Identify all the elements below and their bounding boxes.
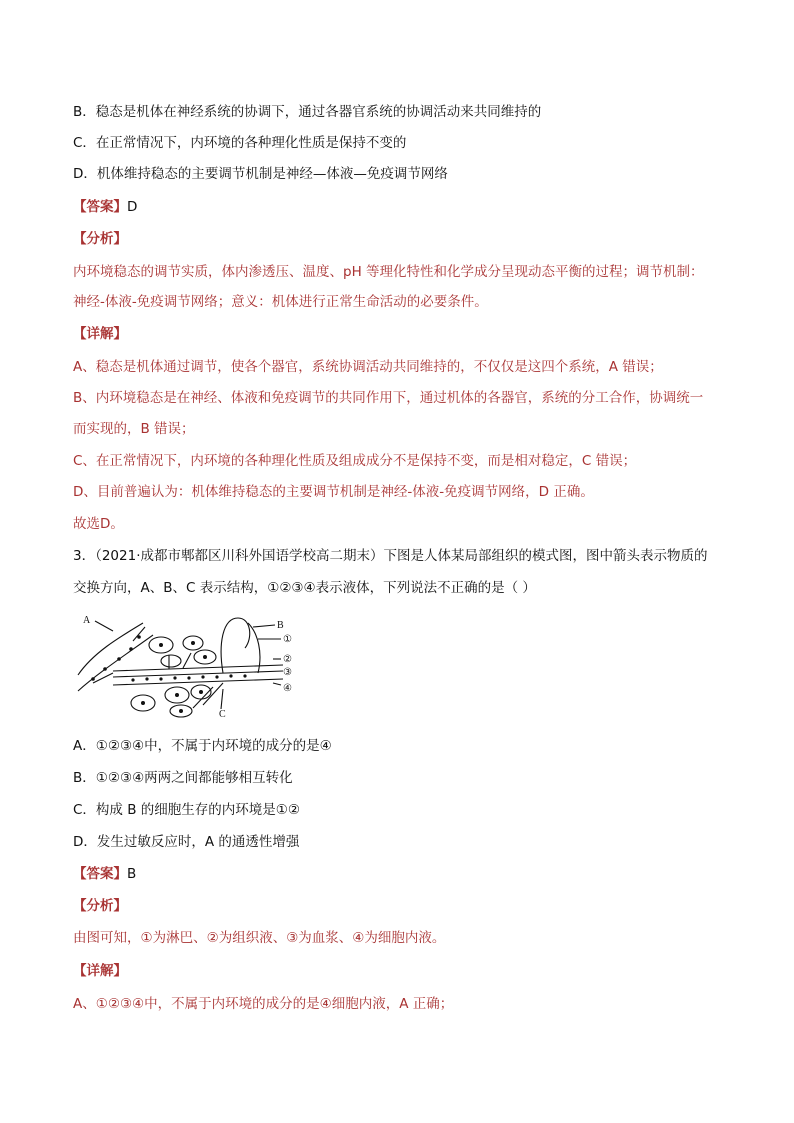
blood-cell-dot — [201, 675, 204, 678]
cell-nucleus — [159, 643, 163, 647]
pointer-line-a — [95, 621, 113, 631]
label-c: C — [219, 709, 226, 718]
detail-text-prev-4: C、在正常情况下，内环境的各种理化性质及组成成分不是保持不变，而是相对稳定，C 错误； — [73, 453, 637, 469]
question-3-stem-2: 交换方向，A、B、C 表示结构，①②③④表示液体，下列说法不正确的是（ ） — [73, 580, 536, 596]
analysis-label-prev: 【分析】 — [73, 231, 127, 247]
answer-label: 【答案】 — [73, 866, 127, 882]
cell-nucleus — [199, 690, 203, 694]
cell-nucleus — [179, 709, 183, 713]
analysis-label-q3: 【分析】 — [73, 898, 127, 914]
answer-label: 【答案】 — [73, 199, 127, 215]
blood-cell-dot — [117, 657, 121, 661]
cell-nucleus — [141, 701, 145, 705]
q3-option-a: A．①②③④中，不属于内环境的成分的是④ — [73, 738, 332, 754]
option-b-prev: B．稳态是机体在神经系统的协调下，通过各器官系统的协调活动来共同维持的 — [73, 104, 542, 120]
blood-cell-dot — [187, 676, 190, 679]
pointer-line-1 — [253, 625, 275, 627]
tissue-diagram — [73, 613, 303, 718]
label-2: ② — [283, 654, 292, 665]
arrow — [183, 653, 191, 668]
blood-cell-dot — [229, 674, 232, 677]
detail-text-prev-1: A、稳态是机体通过调节，使各个器官，系统协调活动共同维持的，不仅仅是这四个系统，A 错误； — [73, 359, 663, 375]
vessel-b-loop — [221, 618, 250, 673]
detail-text-prev-2: B、内环境稳态是在神经、体液和免疫调节的共同作用下，通过机体的各器官，系统的分工合作，协调统一 — [73, 390, 704, 406]
blood-cell-dot — [243, 674, 246, 677]
arrow — [93, 673, 113, 683]
pointer-line-c — [221, 689, 223, 709]
channel-upper-wall — [113, 665, 283, 671]
detail-label-prev: 【详解】 — [73, 326, 127, 342]
blood-cell-dot — [131, 678, 134, 681]
analysis-text-prev-1: 内环境稳态的调节实质，体内渗透压、温度、pH 等理化特性和化学成分呈现动态平衡的过程；调节机制： — [73, 264, 704, 280]
blood-cell-dot — [103, 667, 107, 671]
blood-cell-dot — [173, 676, 176, 679]
label-4: ④ — [283, 683, 292, 694]
blood-cell-dot — [215, 675, 218, 678]
answer-value: B — [127, 866, 137, 882]
cell-nucleus — [203, 655, 207, 659]
label-a: A — [83, 615, 91, 626]
vessel-a-lower-wall — [78, 635, 153, 691]
blood-cell-dot — [145, 677, 148, 680]
q3-option-c: C．构成 B 的细胞生存的内环境是①② — [73, 802, 300, 818]
option-d-prev: D．机体维持稳态的主要调节机制是神经—体液—免疫调节网络 — [73, 166, 448, 182]
label-b: B — [277, 620, 284, 631]
blood-cell-dot — [129, 647, 133, 651]
blood-cell-dot — [159, 677, 162, 680]
option-c-prev: C．在正常情况下，内环境的各种理化性质是保持不变的 — [73, 135, 407, 151]
label-1: ① — [283, 634, 292, 645]
answer-value: D — [127, 199, 138, 215]
question-3-stem-1: 3．（2021·成都市郫都区川科外国语学校高二期末）下图是人体某局部组织的模式图，图中箭头表示物质的 — [73, 548, 708, 564]
cell — [161, 655, 181, 667]
detail-text-prev-3: 而实现的，B 错误； — [73, 421, 195, 437]
answer-line-q3 — [73, 864, 136, 884]
detail-text-prev-6: 故选D。 — [73, 516, 124, 532]
arrow — [133, 627, 145, 641]
detail-text-q3-1: A、①②③④中，不属于内环境的成分的是④细胞内液，A 正确； — [73, 996, 454, 1012]
analysis-text-q3: 由图可知，①为淋巴、②为组织液、③为血浆、④为细胞内液。 — [73, 930, 446, 946]
channel-middle-wall — [113, 671, 283, 677]
blood-cell-dot — [91, 677, 95, 681]
detail-label-q3: 【详解】 — [73, 963, 127, 979]
channel-lower-wall — [113, 679, 283, 685]
q3-option-b: B．①②③④两两之间都能够相互转化 — [73, 770, 293, 786]
q3-option-d: D．发生过敏反应时，A 的通透性增强 — [73, 834, 300, 850]
blood-cell-dot — [137, 635, 141, 639]
analysis-text-prev-2: 神经-体液-免疫调节网络；意义：机体进行正常生命活动的必要条件。 — [73, 294, 488, 310]
cell-nucleus — [175, 693, 179, 697]
pointer-line-4 — [273, 683, 281, 685]
cell-nucleus — [191, 641, 195, 645]
answer-line-prev — [73, 197, 137, 217]
label-3: ③ — [283, 667, 292, 678]
detail-text-prev-5: D、目前普遍认为：机体维持稳态的主要调节机制是神经-体液-免疫调节网络，D 正确。 — [73, 484, 594, 500]
